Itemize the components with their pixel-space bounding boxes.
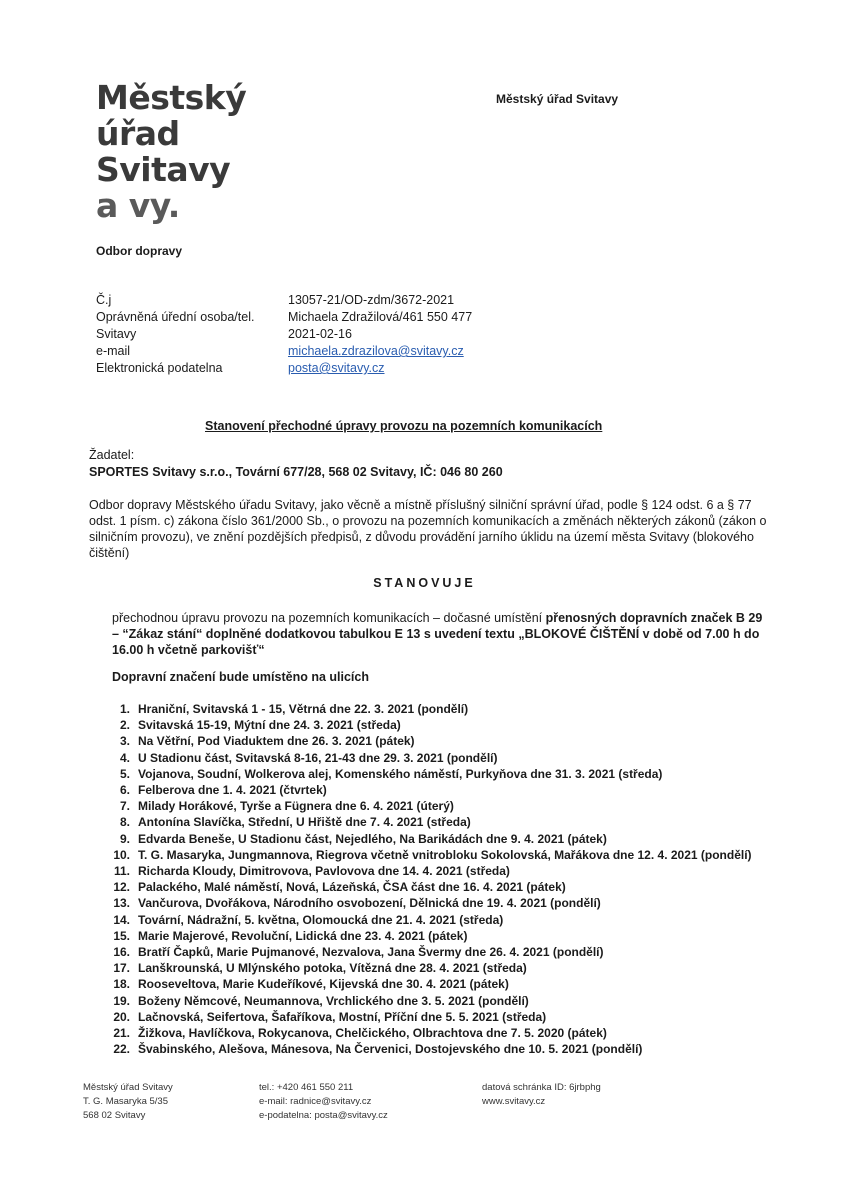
logo xyxy=(96,80,246,224)
list-item xyxy=(106,831,766,847)
street-list xyxy=(106,701,766,1057)
list-item-text: Edvarda Beneše, U Stadionu část, Nejedlého, Na Barikádách dne 9. 4. 2021 (pátek) xyxy=(138,831,607,846)
list-item-number: 3. xyxy=(119,734,130,749)
list-item-text: Antonína Slavíčka, Střední, U Hřiště dne 7. 4. 2021 (středa) xyxy=(138,815,471,830)
list-item-number: 10. xyxy=(113,847,130,862)
applicant-value: SPORTES Svitavy s.r.o., Tovární 677/28, 568 02 Svitavy, IČ: 046 80 260 xyxy=(89,465,503,479)
list-item xyxy=(106,701,766,717)
footer-web xyxy=(482,1081,601,1109)
applicant-label: Žadatel: xyxy=(89,448,135,462)
list-item-number: 14. xyxy=(113,912,130,927)
list-item-text: Na Větřní, Pod Viaduktem dne 26. 3. 2021 (pátek) xyxy=(138,734,415,749)
list-item xyxy=(106,928,766,944)
list-item xyxy=(106,798,766,814)
footer-address xyxy=(83,1081,173,1123)
list-item-number: 1. xyxy=(119,702,130,716)
list-item xyxy=(106,733,766,749)
list-item-text: Bratří Čapků, Marie Pujmanové, Nezvalova, Jana Švermy dne 26. 4. 2021 (pondělí) xyxy=(138,945,604,960)
department-name: Odbor dopravy xyxy=(96,244,183,258)
list-item xyxy=(106,879,766,895)
footer-line: e-mail: radnice@svitavy.cz xyxy=(259,1096,372,1107)
list-item-text: Svitavská 15-19, Mýtní dne 24. 3. 2021 (středa) xyxy=(138,718,401,733)
official-person: Michaela Zdražilová/461 550 477 xyxy=(288,310,473,324)
list-item xyxy=(106,976,766,992)
list-item-number: 6. xyxy=(119,783,130,798)
list-item-text: T. G. Masaryka, Jungmannova, Riegrova včetně vnitrobloku Sokolovská, Mařákova dne 12. 4. 2021 (pondělí) xyxy=(138,847,752,862)
list-item-number: 20. xyxy=(113,1009,130,1024)
list-item xyxy=(106,993,766,1009)
footer-line: tel.: +420 461 550 211 xyxy=(259,1082,354,1093)
meta-label: e-mail xyxy=(96,344,131,358)
list-item-number: 18. xyxy=(113,977,130,992)
intro-paragraph: Odbor dopravy Městského úřadu Svitavy, jako věcně a místně příslušný silniční správní úřad, podle § 124 odst. 6 a § 77 odst. 1 písm. c) zákona číslo 361/2000 Sb., o provozu na pozemních komunikacích a změnách některých zákonů (zákon o silničním provozu), ve znění pozdějších předpisů, z důvodu provádění jarního úklidu na území města Svitavy (blokového čištění) xyxy=(89,498,767,560)
list-item-number: 2. xyxy=(119,718,130,733)
meta-label: Svitavy xyxy=(96,327,137,341)
meta-label: Oprávněná úřední osoba/tel. xyxy=(96,310,255,324)
list-item-text: Hraniční, Svitavská 1 - 15, Větrná dne 22. 3. 2021 (pondělí) xyxy=(138,702,469,716)
list-item-number: 13. xyxy=(113,896,130,911)
list-item-number: 9. xyxy=(119,831,130,846)
list-item xyxy=(106,847,766,863)
footer-line: T. G. Masaryka 5/35 xyxy=(83,1096,169,1107)
list-item xyxy=(106,912,766,928)
list-item-text: Palackého, Malé náměstí, Nová, Lázeňská, ČSA část dne 16. 4. 2021 (pátek) xyxy=(138,880,566,895)
list-item-text: Lanškrounská, U Mlýnského potoka, Vítězná dne 28. 4. 2021 (středa) xyxy=(138,961,527,976)
footer-line: Městský úřad Svitavy xyxy=(83,1082,173,1093)
list-item-text: Milady Horákové, Tyrše a Fügnera dne 6. 4. 2021 (úterý) xyxy=(138,799,454,814)
document-title: Stanovení přechodné úpravy provozu na pozemních komunikacích xyxy=(205,419,603,433)
list-item-number: 8. xyxy=(119,815,130,830)
list-item xyxy=(106,814,766,830)
decision-text: přechodnou úpravu provozu na pozemních komunikacích – dočasné umístění xyxy=(112,611,546,625)
organization-name: Městský úřad Svitavy xyxy=(496,92,619,106)
list-item-number: 22. xyxy=(113,1042,130,1057)
streets-heading: Dopravní značení bude umístěno na ulicích xyxy=(112,670,369,684)
list-item-number: 12. xyxy=(113,880,130,895)
list-item-text: Žižkova, Havlíčkova, Rokycanova, Chelčického, Olbrachtova dne 7. 5. 2020 (pátek) xyxy=(138,1026,607,1041)
list-item xyxy=(106,1025,766,1041)
email-link[interactable]: michaela.zdrazilova@svitavy.cz xyxy=(288,344,464,358)
list-item-text: Vojanova, Soudní, Wolkerova alej, Komenského náměstí, Purkyňova dne 31. 3. 2021 (středa) xyxy=(138,766,663,781)
list-item xyxy=(106,863,766,879)
list-item-number: 21. xyxy=(113,1026,130,1041)
document-date: 2021-02-16 xyxy=(288,327,352,341)
meta-label: Č.j xyxy=(96,293,112,307)
filing-email-link[interactable]: posta@svitavy.cz xyxy=(288,361,385,375)
reference-number: 13057-21/OD-zdm/3672-2021 xyxy=(288,293,455,307)
logo-line-4: a vy. xyxy=(96,186,180,225)
list-item xyxy=(106,1041,766,1057)
footer-line: e-podatelna: posta@svitavy.cz xyxy=(259,1110,388,1121)
list-item-text: Tovární, Nádražní, 5. května, Olomoucká dne 21. 4. 2021 (středa) xyxy=(138,912,504,927)
list-item-text: Boženy Němcové, Neumannova, Vrchlického dne 3. 5. 2021 (pondělí) xyxy=(138,993,529,1008)
list-item-text: Lačnovská, Seifertova, Šafaříkova, Mostní, Příční dne 5. 5. 2021 (středa) xyxy=(138,1009,547,1024)
list-item-text: Richarda Kloudy, Dimitrovova, Pavlovova dne 14. 4. 2021 (středa) xyxy=(138,864,510,879)
list-item-number: 19. xyxy=(113,993,130,1008)
footer-line: www.svitavy.cz xyxy=(482,1096,546,1107)
meta-label: Elektronická podatelna xyxy=(96,361,223,375)
list-item-text: Vančurova, Dvořákova, Národního osvobození, Dělnická dne 19. 4. 2021 (pondělí) xyxy=(138,896,601,911)
list-item-number: 16. xyxy=(113,945,130,960)
list-item-number: 7. xyxy=(119,799,130,814)
list-item-text: Felberova dne 1. 4. 2021 (čtvrtek) xyxy=(138,783,327,798)
list-item-number: 15. xyxy=(113,928,130,943)
list-item-number: 4. xyxy=(119,750,130,765)
list-item xyxy=(106,766,766,782)
list-item-text: Rooseveltova, Marie Kudeříkové, Kijevská dne 30. 4. 2021 (pátek) xyxy=(138,977,509,992)
logo-line-2: úřad xyxy=(96,114,180,153)
list-item xyxy=(106,717,766,733)
list-item xyxy=(106,895,766,911)
decision-text-bold: přenosných dopravních značek B 29 – “Zákaz stání“ doplněné dodatkovou tabulkou E 13 s uvedení textu „BLOKOVÉ ČIŠTĚNÍ v době od 7.00 h do 16.00 h včetně parkovišť“ xyxy=(112,611,763,657)
list-item-text: Marie Majerové, Revoluční, Lidická dne 23. 4. 2021 (pátek) xyxy=(138,928,468,943)
decision-paragraph xyxy=(112,610,772,658)
list-item xyxy=(106,1009,766,1025)
list-item xyxy=(106,750,766,766)
list-item xyxy=(106,782,766,798)
list-item xyxy=(106,944,766,960)
decision-heading: STANOVUJE xyxy=(373,576,476,590)
meta-labels xyxy=(96,292,254,377)
footer-line: 568 02 Svitavy xyxy=(83,1110,146,1121)
logo-line-1: Městský xyxy=(96,78,247,117)
list-item xyxy=(106,960,766,976)
list-item-number: 17. xyxy=(113,961,130,976)
footer-line: datová schránka ID: 6jrbphg xyxy=(482,1082,601,1093)
list-item-text: Švabinského, Alešova, Mánesova, Na Červenici, Dostojevského dne 10. 5. 2021 (pondělí) xyxy=(138,1042,643,1057)
list-item-text: U Stadionu část, Svitavská 8-16, 21-43 dne 29. 3. 2021 (pondělí) xyxy=(138,750,498,765)
footer-contact xyxy=(259,1081,388,1123)
meta-values xyxy=(288,292,472,377)
list-item-number: 11. xyxy=(113,864,130,879)
list-item-number: 5. xyxy=(119,766,130,781)
logo-line-3: Svitavy xyxy=(96,150,231,189)
